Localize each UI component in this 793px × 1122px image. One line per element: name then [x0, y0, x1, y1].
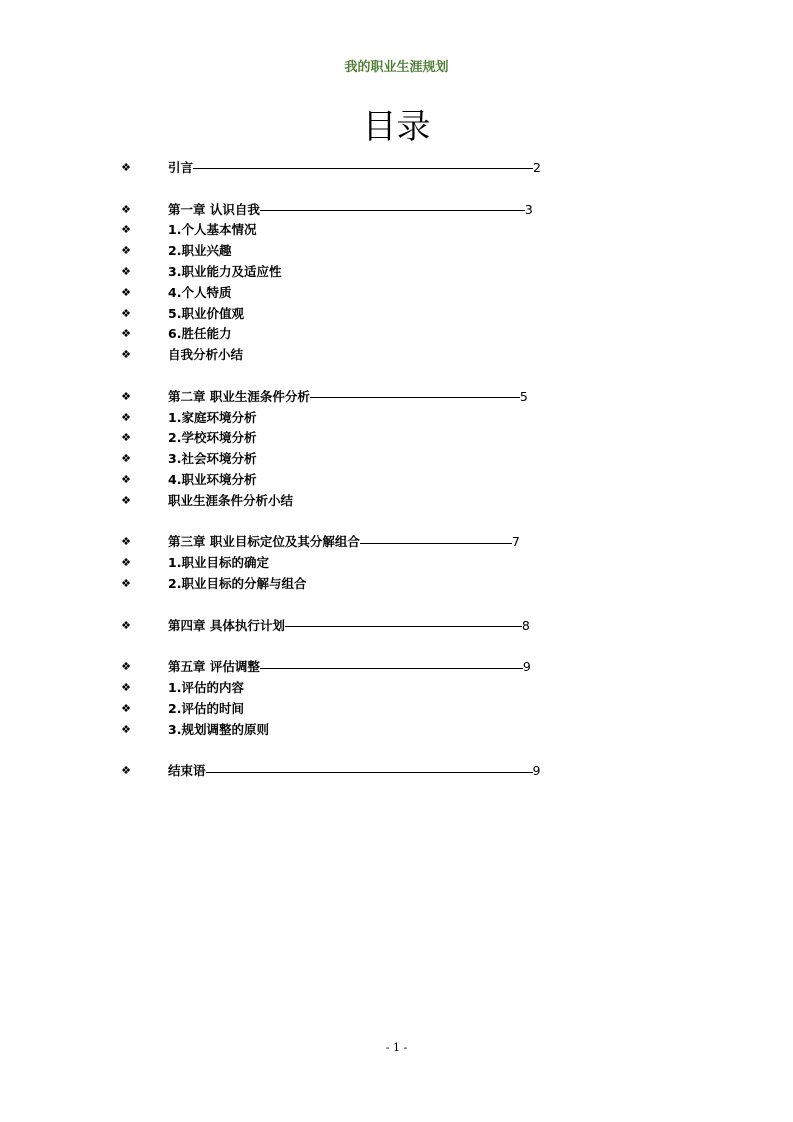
- toc-entry-label: 1.个人基本情况: [168, 222, 257, 238]
- diamond-bullet-icon: ❖: [121, 722, 131, 736]
- toc-entry[interactable]: [118, 428, 558, 449]
- toc-entry-chapter-5[interactable]: [118, 657, 558, 678]
- toc-entry-label: 1.评估的内容: [168, 679, 244, 695]
- dot-leader: [310, 397, 520, 398]
- toc-entry[interactable]: [118, 241, 558, 262]
- toc-entry[interactable]: [118, 491, 558, 512]
- toc-entry[interactable]: [118, 408, 558, 429]
- dot-leader: [360, 543, 512, 544]
- toc-entry-page: 3: [524, 201, 533, 217]
- diamond-bullet-icon: ❖: [121, 389, 131, 403]
- toc-entry-conclusion[interactable]: [118, 761, 558, 782]
- diamond-bullet-icon: ❖: [121, 306, 131, 320]
- toc-entry[interactable]: [118, 574, 558, 595]
- diamond-bullet-icon: ❖: [121, 202, 131, 216]
- diamond-bullet-icon: ❖: [121, 348, 131, 362]
- diamond-bullet-icon: ❖: [121, 264, 131, 278]
- dot-leader: [193, 168, 533, 169]
- page-number: - 1 -: [385, 1041, 408, 1054]
- toc-entry-chapter-2[interactable]: [118, 387, 558, 408]
- diamond-bullet-icon: ❖: [121, 680, 131, 694]
- toc-entry[interactable]: [118, 262, 558, 283]
- toc-entry-label: 3.规划调整的原则: [168, 721, 269, 737]
- toc-entry-label: 第五章 评估调整: [168, 659, 260, 675]
- toc-entry-label: 1.家庭环境分析: [168, 409, 257, 425]
- toc-entry-label: 自我分析小结: [168, 347, 244, 363]
- toc-title: 目录: [362, 107, 431, 147]
- toc-entry-page: 9: [522, 659, 531, 675]
- toc-entry-label: 4.职业环境分析: [168, 471, 257, 487]
- toc-entry-page: 7: [511, 534, 520, 550]
- toc-entry[interactable]: [118, 678, 558, 699]
- toc-entry[interactable]: [118, 283, 558, 304]
- diamond-bullet-icon: ❖: [121, 618, 131, 632]
- diamond-bullet-icon: ❖: [121, 535, 131, 549]
- toc-entry-label: 第三章 职业目标定位及其分解组合: [168, 534, 360, 550]
- dot-leader: [260, 210, 525, 211]
- diamond-bullet-icon: ❖: [121, 161, 131, 174]
- toc-entry-label: 2.职业兴趣: [168, 243, 232, 259]
- diamond-bullet-icon: ❖: [121, 493, 131, 507]
- toc-entry-intro[interactable]: [118, 158, 558, 179]
- running-header: 我的职业生涯规划: [344, 60, 449, 75]
- diamond-bullet-icon: ❖: [121, 327, 131, 341]
- toc-entry-label: 2.评估的时间: [168, 700, 244, 716]
- toc-entry-label: 结束语: [168, 763, 206, 779]
- diamond-bullet-icon: ❖: [121, 660, 131, 674]
- toc-entry-label: 6.胜任能力: [168, 326, 232, 342]
- diamond-bullet-icon: ❖: [121, 285, 131, 299]
- toc-entry-chapter-4[interactable]: [118, 616, 558, 637]
- toc-entry-label: 2.职业目标的分解与组合: [168, 575, 307, 591]
- dot-leader: [206, 772, 533, 773]
- toc-entry[interactable]: [118, 345, 558, 366]
- toc-entry-label: 第四章 具体执行计划: [168, 617, 285, 633]
- toc-entry-label: 第一章 认识自我: [168, 201, 260, 217]
- toc-entry-chapter-1[interactable]: [118, 200, 558, 221]
- diamond-bullet-icon: ❖: [121, 764, 131, 778]
- toc-entry-label: 5.职业价值观: [168, 305, 244, 321]
- toc-entry-label: 第二章 职业生涯条件分析: [168, 388, 310, 404]
- toc-entry-page: 5: [519, 388, 528, 404]
- toc-entry[interactable]: [118, 470, 558, 491]
- toc-entry-chapter-3[interactable]: [118, 532, 558, 553]
- toc-entry-label: 4.个人特质: [168, 284, 232, 300]
- dot-leader: [260, 668, 523, 669]
- diamond-bullet-icon: ❖: [121, 472, 131, 486]
- toc-entry-label: 3.社会环境分析: [168, 451, 257, 467]
- diamond-bullet-icon: ❖: [121, 452, 131, 466]
- toc-entry[interactable]: [118, 220, 558, 241]
- toc-entry[interactable]: [118, 553, 558, 574]
- toc-entry[interactable]: [118, 449, 558, 470]
- diamond-bullet-icon: ❖: [121, 556, 131, 570]
- dot-leader: [285, 626, 522, 627]
- toc-entry-label: 引言: [168, 160, 194, 175]
- toc-entry-label: 2.学校环境分析: [168, 430, 257, 446]
- diamond-bullet-icon: ❖: [121, 410, 131, 424]
- toc-entry[interactable]: [118, 699, 558, 720]
- diamond-bullet-icon: ❖: [121, 576, 131, 590]
- toc-entry[interactable]: [118, 304, 558, 325]
- table-of-contents: [118, 158, 558, 782]
- toc-entry-label: 1.职业目标的确定: [168, 555, 269, 571]
- toc-entry-label: 职业生涯条件分析小结: [168, 492, 294, 508]
- toc-entry-page: 2: [533, 160, 541, 175]
- diamond-bullet-icon: ❖: [121, 223, 131, 237]
- toc-entry-page: 9: [532, 763, 541, 779]
- toc-entry[interactable]: [118, 324, 558, 345]
- toc-entry[interactable]: [118, 720, 558, 741]
- diamond-bullet-icon: ❖: [121, 701, 131, 715]
- toc-entry-label: 3.职业能力及适应性: [168, 263, 282, 279]
- diamond-bullet-icon: ❖: [121, 431, 131, 445]
- toc-entry-page: 8: [521, 617, 530, 633]
- diamond-bullet-icon: ❖: [121, 244, 131, 258]
